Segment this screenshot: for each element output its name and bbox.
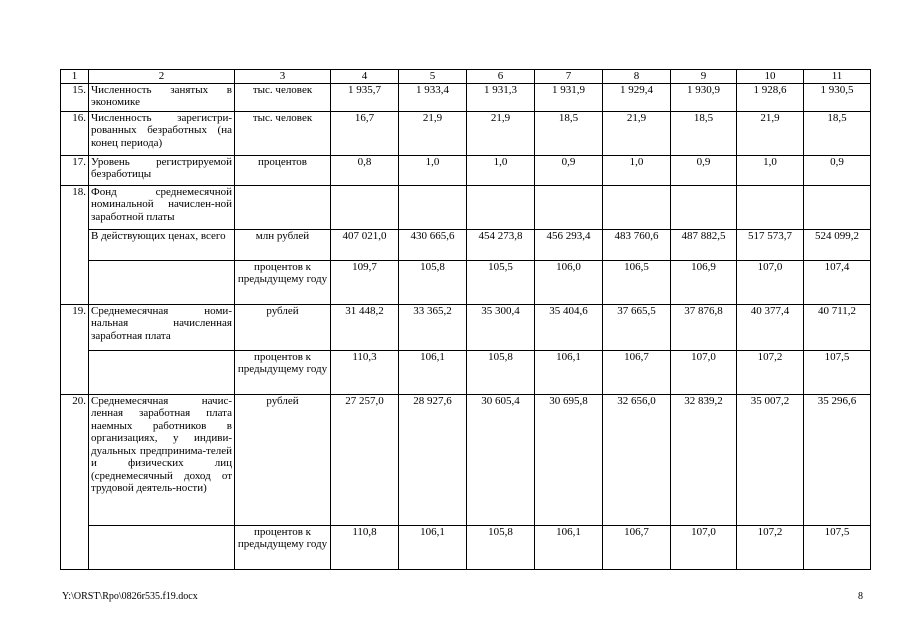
cell-value: 40 377,4 bbox=[737, 304, 804, 350]
cell-value: 1,0 bbox=[737, 155, 804, 185]
cell-value: 1 931,9 bbox=[535, 83, 603, 111]
cell-value: 106,1 bbox=[399, 350, 467, 394]
cell-value: 107,2 bbox=[737, 350, 804, 394]
cell-value: 524 099,2 bbox=[804, 229, 871, 260]
cell-value: 0,9 bbox=[804, 155, 871, 185]
cell-value: 107,5 bbox=[804, 350, 871, 394]
row-unit: процентов к предыдущему году bbox=[235, 350, 331, 394]
cell-value: 0,9 bbox=[671, 155, 737, 185]
cell-value: 106,7 bbox=[603, 525, 671, 569]
cell-value: 33 365,2 bbox=[399, 304, 467, 350]
cell-value: 106,1 bbox=[535, 350, 603, 394]
cell-value: 483 760,6 bbox=[603, 229, 671, 260]
cell-value: 1,0 bbox=[467, 155, 535, 185]
cell-value: 37 665,5 bbox=[603, 304, 671, 350]
cell-value: 21,9 bbox=[603, 111, 671, 155]
row-unit: процентов к предыдущему году bbox=[235, 260, 331, 304]
statistics-table bbox=[60, 69, 871, 570]
cell-value: 1 933,4 bbox=[399, 83, 467, 111]
table-row bbox=[61, 111, 871, 155]
cell-value: 1 931,3 bbox=[467, 83, 535, 111]
cell-value: 105,8 bbox=[467, 525, 535, 569]
row-unit: процентов bbox=[235, 155, 331, 185]
table-row bbox=[61, 394, 871, 525]
cell-value: 107,0 bbox=[737, 260, 804, 304]
cell-value: 487 882,5 bbox=[671, 229, 737, 260]
cell-value: 105,5 bbox=[467, 260, 535, 304]
cell-value: 109,7 bbox=[331, 260, 399, 304]
cell-value: 32 839,2 bbox=[671, 394, 737, 525]
row-unit: рублей bbox=[235, 394, 331, 525]
cell-value: 456 293,4 bbox=[535, 229, 603, 260]
col-header: 7 bbox=[535, 70, 603, 84]
cell-value: 1 935,7 bbox=[331, 83, 399, 111]
row-indicator: Среднемесячная номи-нальная начисленная заработная плата bbox=[89, 304, 235, 350]
col-header: 3 bbox=[235, 70, 331, 84]
col-header: 2 bbox=[89, 70, 235, 84]
cell-value: 110,8 bbox=[331, 525, 399, 569]
table-row bbox=[61, 229, 871, 260]
cell-value: 106,0 bbox=[535, 260, 603, 304]
cell-value: 517 573,7 bbox=[737, 229, 804, 260]
cell-value: 454 273,8 bbox=[467, 229, 535, 260]
cell-value: 18,5 bbox=[804, 111, 871, 155]
cell-value: 106,5 bbox=[603, 260, 671, 304]
cell-value: 105,8 bbox=[467, 350, 535, 394]
cell-value: 106,9 bbox=[671, 260, 737, 304]
cell-value: 107,0 bbox=[671, 350, 737, 394]
row-number: 18. bbox=[61, 185, 89, 304]
row-indicator: Фонд среднемесячной номинальной начислен-ной заработной платы bbox=[89, 185, 235, 229]
row-unit: рублей bbox=[235, 304, 331, 350]
cell-value: 21,9 bbox=[399, 111, 467, 155]
row-unit: тыс. человек bbox=[235, 111, 331, 155]
col-header: 6 bbox=[467, 70, 535, 84]
table-row bbox=[61, 525, 871, 569]
cell-value: 21,9 bbox=[467, 111, 535, 155]
cell-value: 30 695,8 bbox=[535, 394, 603, 525]
table-row bbox=[61, 350, 871, 394]
cell-value: 21,9 bbox=[737, 111, 804, 155]
cell-value: 110,3 bbox=[331, 350, 399, 394]
document-path: Y:\ORST\Rpo\0826r535.f19.docx bbox=[62, 591, 198, 602]
row-indicator: Численность зарегистри-рованных безработных (на конец периода) bbox=[89, 111, 235, 155]
row-indicator: Среднемесячная начис-ленная заработная плата наемных работников в организациях, у индиви-дуальных предпринима-телей и физических лиц (среднемесячный доход от трудовой деятель-ности) bbox=[89, 394, 235, 525]
cell-value: 1 928,6 bbox=[737, 83, 804, 111]
cell-value: 18,5 bbox=[671, 111, 737, 155]
cell-value: 106,1 bbox=[535, 525, 603, 569]
col-header: 1 bbox=[61, 70, 89, 84]
cell-value: 1,0 bbox=[399, 155, 467, 185]
cell-value: 35 296,6 bbox=[804, 394, 871, 525]
cell-value: 40 711,2 bbox=[804, 304, 871, 350]
cell-value: 28 927,6 bbox=[399, 394, 467, 525]
cell-value: 35 404,6 bbox=[535, 304, 603, 350]
row-indicator: Уровень регистрируемой безработицы bbox=[89, 155, 235, 185]
cell-value: 35 300,4 bbox=[467, 304, 535, 350]
cell-value: 107,4 bbox=[804, 260, 871, 304]
cell-value: 1 930,9 bbox=[671, 83, 737, 111]
table-row bbox=[61, 155, 871, 185]
cell-value: 32 656,0 bbox=[603, 394, 671, 525]
cell-value: 106,7 bbox=[603, 350, 671, 394]
row-indicator: Численность занятых в экономике bbox=[89, 83, 235, 111]
cell-value: 30 605,4 bbox=[467, 394, 535, 525]
table-row bbox=[61, 185, 871, 229]
cell-value: 0,8 bbox=[331, 155, 399, 185]
table-row bbox=[61, 260, 871, 304]
col-header: 8 bbox=[603, 70, 671, 84]
col-header: 10 bbox=[737, 70, 804, 84]
cell-value: 105,8 bbox=[399, 260, 467, 304]
cell-value: 27 257,0 bbox=[331, 394, 399, 525]
row-number: 20. bbox=[61, 394, 89, 569]
row-unit: тыс. человек bbox=[235, 83, 331, 111]
cell-value: 107,5 bbox=[804, 525, 871, 569]
table-row bbox=[61, 83, 871, 111]
table-row bbox=[61, 304, 871, 350]
cell-value: 0,9 bbox=[535, 155, 603, 185]
cell-value: 1 929,4 bbox=[603, 83, 671, 111]
row-number: 17. bbox=[61, 155, 89, 185]
row-unit: млн рублей bbox=[235, 229, 331, 260]
row-number: 16. bbox=[61, 111, 89, 155]
cell-value: 430 665,6 bbox=[399, 229, 467, 260]
cell-value: 107,2 bbox=[737, 525, 804, 569]
row-indicator: В действующих ценах, всего bbox=[89, 229, 235, 260]
cell-value: 37 876,8 bbox=[671, 304, 737, 350]
col-header: 11 bbox=[804, 70, 871, 84]
col-header: 9 bbox=[671, 70, 737, 84]
cell-value: 18,5 bbox=[535, 111, 603, 155]
column-number-row bbox=[61, 70, 871, 84]
cell-value: 35 007,2 bbox=[737, 394, 804, 525]
row-number: 15. bbox=[61, 83, 89, 111]
cell-value: 16,7 bbox=[331, 111, 399, 155]
row-unit: процентов к предыдущему году bbox=[235, 525, 331, 569]
cell-value: 107,0 bbox=[671, 525, 737, 569]
row-number: 19. bbox=[61, 304, 89, 394]
page-number: 8 bbox=[858, 591, 863, 602]
cell-value: 1,0 bbox=[603, 155, 671, 185]
col-header: 4 bbox=[331, 70, 399, 84]
cell-value: 31 448,2 bbox=[331, 304, 399, 350]
cell-value: 1 930,5 bbox=[804, 83, 871, 111]
col-header: 5 bbox=[399, 70, 467, 84]
cell-value: 407 021,0 bbox=[331, 229, 399, 260]
cell-value: 106,1 bbox=[399, 525, 467, 569]
